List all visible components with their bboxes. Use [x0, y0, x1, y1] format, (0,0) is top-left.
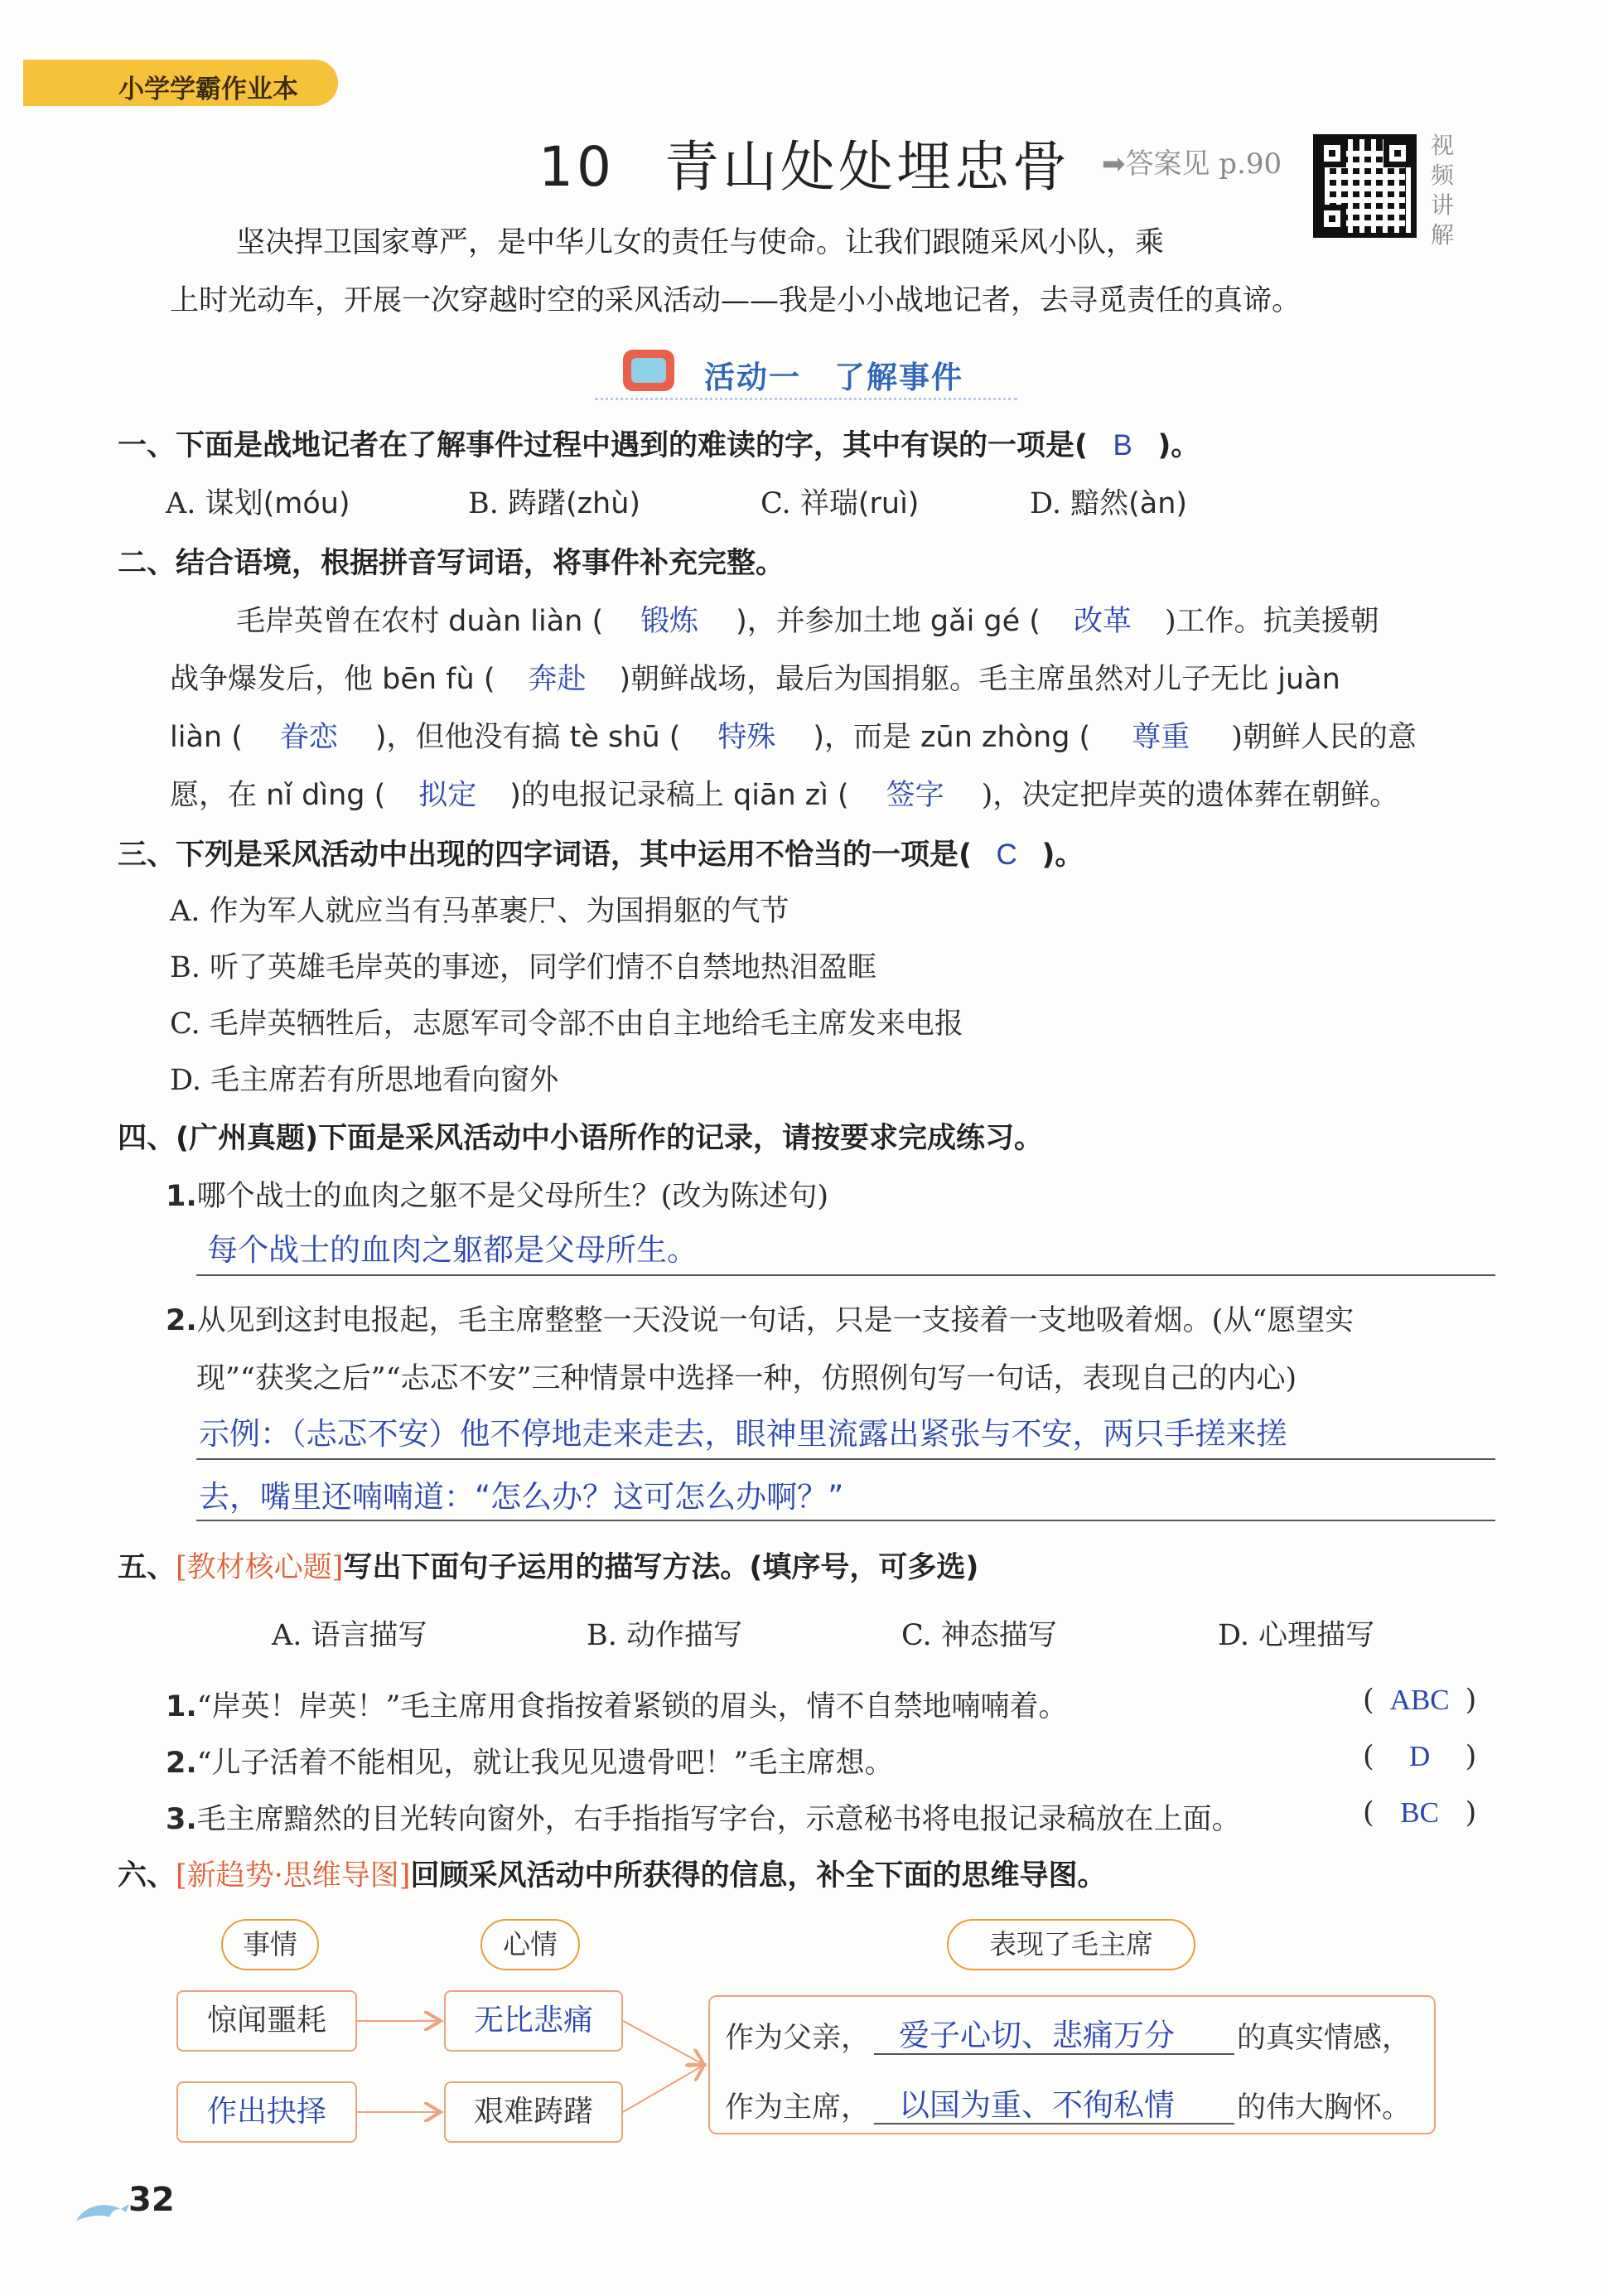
lesson-number: 10	[538, 135, 615, 199]
q5-method-b: B. 动作描写	[587, 1619, 742, 1652]
page-number: 32	[128, 2181, 175, 2219]
q5-item-2-answer: D	[1409, 1740, 1431, 1772]
q4-sub2-prompt-2: 现”“获奖之后”“忐忑不安”三种情景中选择一种，仿照例句写一句话，表现自己的内心)	[196, 1362, 1297, 1395]
q2-blank-benfu: 奔赴	[528, 663, 587, 695]
q2-blank-gaige: 改革	[1073, 605, 1132, 637]
answer-line	[196, 1520, 1495, 1521]
mindmap-row2-prefix: 作为主席，	[725, 2091, 871, 2124]
q5-item-2-answer-box: ( D )	[1363, 1740, 1477, 1773]
answer-line	[196, 1274, 1495, 1276]
q4-sub2-prompt-1: 2.从见到这封电报起，毛主席整整一天没说一句话，只是一支接着一支地吸着烟。(从“愿望实	[166, 1304, 1354, 1337]
q1-option-b: B. 踌躇(zhù)	[468, 487, 641, 520]
q4-sub1-prompt: 1.哪个战士的血肉之躯不是父母所生？(改为陈述句)	[166, 1180, 828, 1213]
question-3-stem: 三、下列是采风活动中出现的四字词语，其中运用不恰当的一项是( C )。	[118, 839, 1084, 872]
q5-method-a: A. 语言描写	[272, 1619, 427, 1652]
question-2-stem: 二、结合语境，根据拼音写词语，将事件补充完整。	[118, 547, 785, 580]
mindmap-row2-suffix: 的伟大胸怀。	[1237, 2091, 1412, 2124]
q1-option-d: D. 黯然(àn)	[1030, 487, 1188, 520]
question-3-answer: C	[996, 839, 1017, 871]
mindmap-oval-shows: 表现了毛主席	[947, 1919, 1195, 1970]
brand-tag	[23, 60, 338, 106]
tv-icon	[623, 350, 674, 391]
q1-option-c: C. 祥瑞(ruì)	[761, 487, 920, 520]
question-1-stem: 一、下面是战地记者在了解事件过程中遇到的难读的字，其中有误的一项是( B )。	[118, 429, 1200, 462]
q2-line-1: 毛岸英曾在农村 duàn liàn ( 锻炼 )，并参加土地 gǎi gé ( 改革 )工作。抗美援朝	[236, 598, 1379, 640]
q2-line-2: 战争爆发后，他 bēn fù ( 奔赴 )朝鲜战场，最后为国捐躯。毛主席虽然对儿子无比 juàn	[170, 656, 1340, 698]
q2-blank-qianzi: 签字	[886, 779, 944, 811]
answer-line	[196, 1458, 1495, 1460]
mindmap-mood-2: 艰难踌躇	[444, 2081, 623, 2143]
q1-option-a: A. 谋划(móu)	[166, 487, 350, 520]
mindmap-row1-suffix: 的真实情感，	[1237, 2022, 1412, 2055]
question-1-answer: B	[1113, 429, 1132, 462]
mindmap-event-1: 惊闻噩耗	[176, 1990, 357, 2052]
arrow-right-icon: ➡	[1102, 147, 1126, 181]
q3-option-c: C. 毛岸英牺牲后，志愿军司令部不由自主 • • • •地给毛主席发来电报	[170, 1001, 963, 1042]
q3-option-b: B. 听了英雄毛岸英的事迹，同学们情不自禁 • • • •地热泪盈眶	[170, 945, 876, 986]
q2-line-4: 愿，在 nǐ dìng ( 拟定 )的电报记录稿上 qiān zì ( 签字 )，决定把岸英的遗体葬在朝鲜。	[170, 772, 1398, 814]
q5-item-1-answer: ABC	[1389, 1684, 1450, 1716]
activity-heading: 活动一 了解事件	[704, 360, 963, 395]
q5-item-2: 2.“儿子活着不能相见，就让我见见遗骨吧！”毛主席想。	[166, 1747, 894, 1780]
lesson-title	[538, 123, 1070, 201]
q6-trend-tag: [新趋势·思维导图]	[176, 1859, 411, 1892]
mindmap-oval-mood: 心情	[480, 1919, 580, 1970]
mindmap-mood-1[interactable]: 无比悲痛	[444, 1990, 623, 2052]
q4-sub1-answer[interactable]: 每个战士的血肉之躯都是父母所生。	[207, 1232, 698, 1268]
q2-blank-duanlian: 锻炼	[640, 605, 699, 637]
q5-item-1: 1.“岸英！岸英！”毛主席用食指按着紧锁的眉头，情不自禁地喃喃着。	[166, 1690, 1068, 1723]
mindmap-row2-answer[interactable]: 以国为重、不徇私情	[899, 2087, 1175, 2123]
lesson-name: 青山处处埋忠骨	[664, 135, 1070, 199]
q3-option-d: D. 毛主席若有所思 • • • •地看向窗外	[170, 1057, 558, 1099]
mindmap-event-2[interactable]: 作出抉择	[176, 2081, 357, 2143]
q4-sub2-answer-2[interactable]: 去，嘴里还喃喃道：“怎么办？这可怎么办啊？”	[199, 1479, 844, 1515]
mindmap-row1-prefix: 作为父亲，	[725, 2022, 871, 2055]
brand-name: 小学学霸作业本	[118, 75, 298, 104]
qr-video-label: 视 频 讲 解	[1430, 132, 1454, 249]
question-5-stem: 五、[教材核心题]写出下面句子运用的描写方法。(填序号，可多选)	[118, 1551, 979, 1584]
q2-line-3: liàn ( 眷恋 )，但他没有搞 tè shū ( 特殊 )，而是 zūn zhòng ( 尊重 )朝鲜人民的意	[170, 714, 1417, 756]
mindmap-oval-events: 事情	[221, 1919, 319, 1970]
q5-core-tag: [教材核心题]	[176, 1551, 344, 1584]
intro-line-2: 上时光动车，开展一次穿越时空的采风活动——我是小小战地记者，去寻觅责任的真谛。	[170, 284, 1301, 317]
q5-item-3-answer: BC	[1400, 1796, 1439, 1829]
mindmap-row1-answer[interactable]: 爱子心切、悲痛万分	[899, 2018, 1175, 2053]
answer-line	[874, 2053, 1234, 2055]
answer-line	[874, 2123, 1234, 2124]
q2-blank-juanlian: 眷恋	[279, 721, 338, 753]
question-6-stem: 六、[新趋势·思维导图]回顾采风活动中所获得的信息，补全下面的思维导图。	[118, 1859, 1107, 1892]
q5-item-1-answer-box: ( ABC )	[1363, 1684, 1477, 1717]
q2-blank-niding: 拟定	[418, 779, 477, 811]
q5-method-c: C. 神态描写	[901, 1619, 1057, 1652]
answer-ref-text: 答案见 p.90	[1125, 147, 1282, 181]
q2-blank-zunzhong: 尊重	[1132, 721, 1190, 753]
question-4-stem: 四、(广州真题)下面是采风活动中小语所作的记录，请按要求完成练习。	[118, 1122, 1043, 1155]
answer-reference	[1102, 141, 1282, 181]
q2-blank-teshu: 特殊	[717, 721, 776, 753]
q4-sub2-answer-1[interactable]: 示例：（忐忑不安）他不停地走来走去，眼神里流露出紧张与不安，两只手搓来搓	[199, 1416, 1287, 1452]
q3-option-a: A. 作为军人就应当有马革裹尸 • • • •、为国捐躯的气节	[170, 888, 790, 930]
q5-method-d: D. 心理描写	[1218, 1619, 1375, 1652]
dolphin-icon	[73, 2196, 131, 2229]
intro-line-1: 坚决捍卫国家尊严，是中华儿女的责任与使命。让我们跟随采风小队，乘	[236, 226, 1165, 259]
q5-item-3: 3.毛主席黯然的目光转向窗外，右手指指写字台，示意秘书将电报记录稿放在上面。	[166, 1803, 1241, 1836]
q5-item-3-answer-box: ( BC )	[1363, 1796, 1477, 1830]
